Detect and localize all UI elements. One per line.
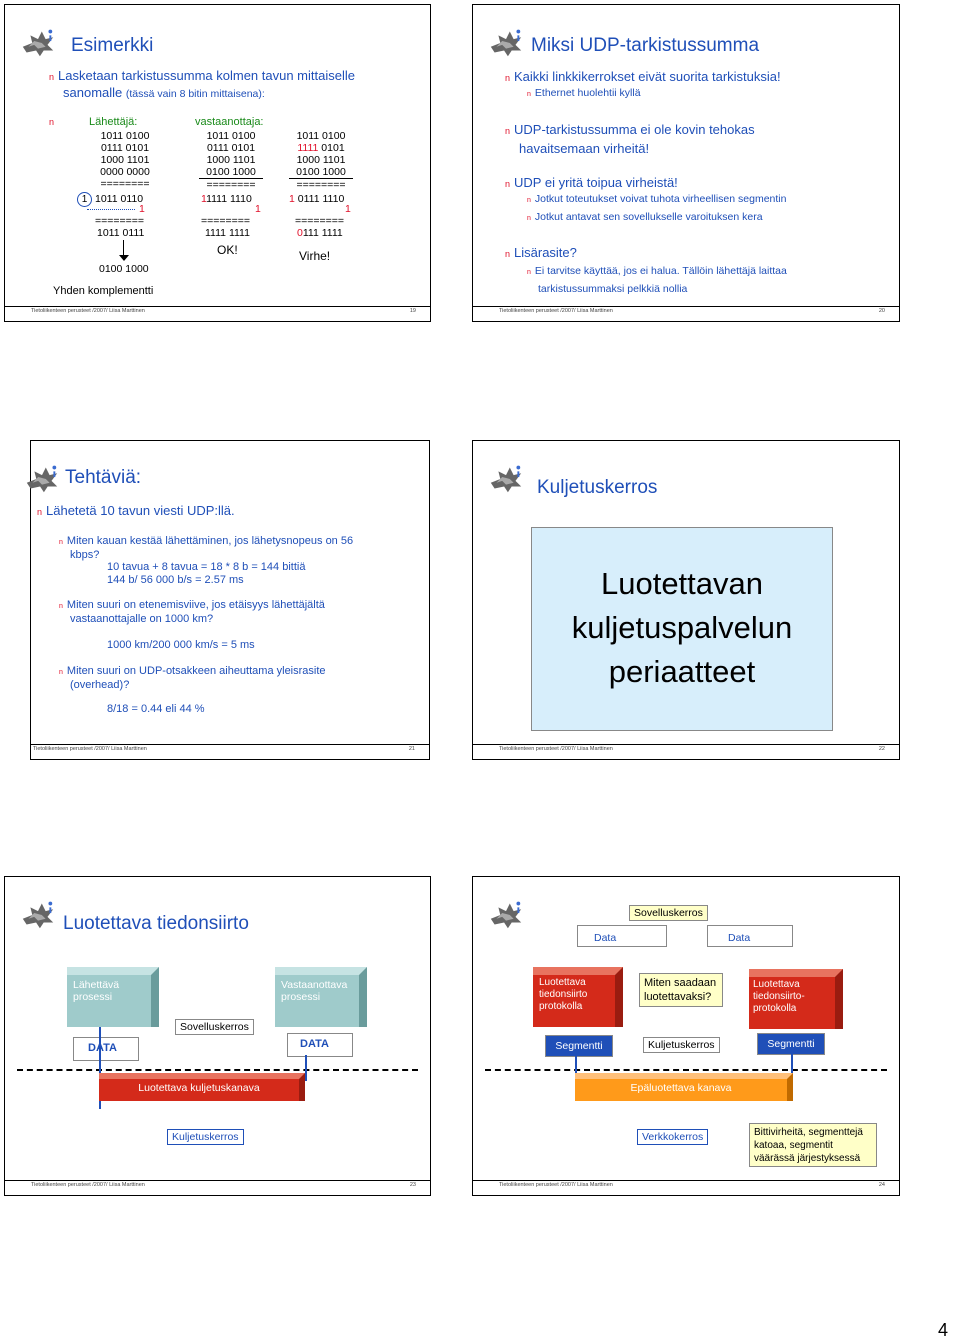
slide-21 <box>30 440 430 760</box>
network-layer-label: Verkkokerros <box>637 1129 708 1145</box>
unreliable-channel: Epäluotettava kanava <box>575 1073 793 1101</box>
university-logo-icon <box>23 461 61 495</box>
footer-divider <box>473 306 899 307</box>
data-flow-line <box>99 1101 101 1109</box>
slide-24 <box>472 876 900 1196</box>
bullet: n Lisärasite? <box>505 245 577 260</box>
recv1-result: 1111 1111 <box>205 227 250 239</box>
reliable-protocol-right: Luotettava tiedonsiirto-protokolla <box>749 969 843 1029</box>
slide-title: Tehtäviä: <box>65 467 142 488</box>
university-logo-icon <box>487 461 525 495</box>
topic-box <box>531 527 833 731</box>
footer: Tietoliikenteen perusteet /2007/ Liisa Marttinen 24 <box>499 1182 885 1188</box>
topic-line: Luotettavan <box>600 566 764 601</box>
footer-divider <box>5 306 430 307</box>
recv2-eq: ======== <box>295 215 345 227</box>
recv2-sum-lead: 1 <box>289 193 295 205</box>
recv1-sum-lead: 1 <box>201 193 207 205</box>
bullet-marker: n <box>49 117 55 127</box>
transport-layer-label: Kuljetuskerros <box>167 1129 244 1145</box>
slide-19 <box>4 4 431 322</box>
recv1-eq: ======== <box>201 215 251 227</box>
slide-20 <box>472 4 900 322</box>
bullet: n UDP ei yritä toipua virheistä! <box>505 175 678 190</box>
recv1-ok: OK! <box>217 243 238 257</box>
footer: Tietoliikenteen perusteet /2007/ Liisa Marttinen 23 <box>31 1182 416 1188</box>
data-packet-right: DATA <box>287 1033 353 1057</box>
slide-22 <box>472 440 900 760</box>
layer-divider <box>485 1069 887 1071</box>
receiver-process-block: Vastaanottava prosessi <box>275 967 367 1027</box>
data-packet-left: DATA <box>73 1037 139 1061</box>
receiver-label: vastaanottaja: <box>195 116 264 128</box>
university-logo-icon <box>19 25 57 59</box>
bullet: n UDP-tarkistussumma ei ole kovin tehokas havaitsemaan virheitä! <box>505 122 755 156</box>
app-layer-label: Sovelluskerros <box>175 1019 254 1035</box>
footer: Tietoliikenteen perusteet /2007/ Liisa Marttinen 20 <box>499 308 885 314</box>
topic-line: kuljetuspalvelun <box>571 610 793 645</box>
complement-label: Yhden komplementti <box>53 285 154 297</box>
error-description-box: Bittivirheitä, segmenttejä katoaa, segmentit väärässä järjestyksessä <box>749 1123 877 1167</box>
question: n Miten suuri on etenemisviive, jos etäisyys lähettäjältä vastaanottajalle on 1000 km? <box>59 599 325 625</box>
sender-process-block: Lähettävä prosessi <box>67 967 159 1027</box>
footer-divider <box>473 1180 899 1181</box>
footer: Tietoliikenteen perusteet /2007/ Liisa Marttinen 21 <box>33 746 415 752</box>
sub-bullet: n Jotkut antavat sen sovellukselle varoituksen kera <box>527 211 763 223</box>
footer-divider <box>31 744 429 745</box>
slide-title: Esimerkki <box>71 35 154 56</box>
sub-bullet: n Ethernet huolehtii kyllä <box>527 87 641 99</box>
data-box-right: Data <box>707 925 793 947</box>
sub-bullet: n Jotkut toteutukset voivat tuhota virheellisen segmentin <box>527 193 787 205</box>
carry-circle: 1 <box>77 192 92 207</box>
university-logo-icon <box>19 897 57 931</box>
bullet: n Lähetetä 10 tavun viesti UDP:llä. <box>37 503 235 518</box>
recv1-sum: 1111 1110 <box>206 193 252 205</box>
data-flow-line-right <box>305 1055 307 1081</box>
bullet: n Lasketaan tarkistussumma kolmen tavun mittaiselle sanomalle (tässä vain 8 bitin mittaisena): <box>49 68 355 100</box>
answer: 1000 km/200 000 km/s = 5 ms <box>107 639 255 651</box>
recv2-error: Virhe! <box>299 249 331 263</box>
footer: Tietoliikenteen perusteet /2007/ Liisa Marttinen 22 <box>499 746 885 752</box>
receiver-ok-rows: 1011 0100 0111 0101 1000 1101 0100 1000 ======== <box>199 130 263 191</box>
footer: Tietoliikenteen perusteet /2007/ Liisa Marttinen 19 <box>31 308 416 314</box>
data-box-left: Data <box>577 925 667 947</box>
sender-eq: ======== <box>95 215 145 227</box>
university-logo-icon <box>487 25 525 59</box>
recv1-plus-one: 1 <box>255 203 261 215</box>
question-box: Miten saadaan luotettavaksi? <box>639 973 723 1007</box>
question: n Miten suuri on UDP-otsakkeen aiheuttama yleisrasite (overhead)? <box>59 665 326 691</box>
answer: 10 tavua + 8 tavua = 18 * 8 b = 144 bittiä 144 b/ 56 000 b/s = 2.57 ms <box>107 561 306 586</box>
carry-arrow <box>87 209 135 210</box>
question: n Miten kauan kestää lähettäminen, jos lähetysnopeus on 56 kbps? <box>59 535 354 561</box>
arrow-down-icon <box>119 255 129 261</box>
sub-bullet: n Ei tarvitse käyttää, jos ei halua. Tällöin lähettäjä laittaa tarkistussummaksi pelkkiä nollia <box>527 265 787 295</box>
recv2-plus-one: 1 <box>345 203 351 215</box>
segment-box-left: Segmentti <box>545 1035 613 1057</box>
recv2-sum: 0111 1110 <box>297 193 345 205</box>
reliable-channel: Luotettava kuljetuskanava <box>99 1073 305 1101</box>
sender-result: 1011 0111 <box>97 227 145 239</box>
layer-divider <box>17 1069 418 1071</box>
slide-title: Kuljetuskerros <box>537 477 658 498</box>
sender-rows: 1011 0100 0111 0101 1000 1101 0000 0000 ======== <box>100 130 150 190</box>
segment-box-right: Segmentti <box>757 1033 825 1055</box>
transport-layer-label: Kuljetuskerros <box>643 1037 720 1053</box>
slide-title: Luotettava tiedonsiirto <box>63 913 249 934</box>
recv2-result-lead: 0 <box>297 227 303 239</box>
sender-complement: 0100 1000 <box>99 263 149 275</box>
reliable-protocol-left: Luotettava tiedonsiirto protokolla <box>533 967 623 1027</box>
bullet: n Kaikki linkkikerrokset eivät suorita tarkistuksia! <box>505 69 781 84</box>
app-layer-label: Sovelluskerros <box>629 905 708 921</box>
receiver-err-rows: 1011 0100 1111 0101 1000 1101 0100 1000 ======== <box>289 130 353 191</box>
sender-sum: 1011 0110 <box>95 193 144 205</box>
footer-divider <box>473 744 899 745</box>
recv2-result: 111 1111 <box>302 227 343 239</box>
topic-line: periaatteet <box>608 654 756 689</box>
sender-label: Lähettäjä: <box>89 116 138 128</box>
sender-plus-one: 1 <box>139 203 145 215</box>
slide-title: Miksi UDP-tarkistussumma <box>531 35 760 56</box>
answer: 8/18 = 0.44 eli 44 % <box>107 703 205 715</box>
university-logo-icon <box>487 897 525 931</box>
footer-divider <box>5 1180 430 1181</box>
page-number: 4 <box>938 1320 949 1340</box>
slide-23 <box>4 876 431 1196</box>
